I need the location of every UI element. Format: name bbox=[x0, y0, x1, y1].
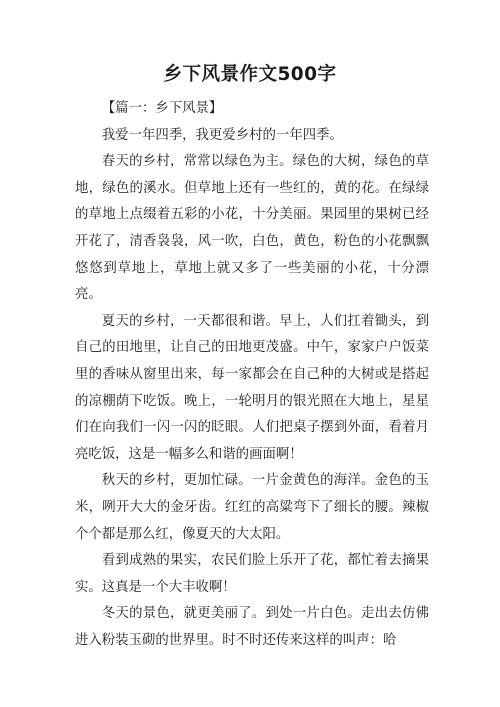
paragraph-winter: 冬天的景色，就更美丽了。到处一片白色。走出去仿佛进入粉装玉砌的世界里。时不时还传来这样的叫声：哈 bbox=[75, 606, 429, 648]
paragraph-autumn: 秋天的乡村，更加忙碌。一片金黄色的海洋。金色的玉米，咧开大大的金牙齿。红红的高粱弯下了细长的腰。辣椒个个都是那么红，像夏天的大太阳。 bbox=[75, 473, 429, 542]
paragraph-harvest: 看到成熟的果实，农民们脸上乐开了花，都忙着去摘果实。这真是一个大丰收啊！ bbox=[75, 553, 429, 595]
document-title: 乡下风景作文500字 bbox=[163, 64, 337, 85]
paragraph-summer: 夏天的乡村，一天都很和谐。早上，人们扛着锄头，到自己的田地里，让自己的田地更茂盛。中午，家家户户饭菜里的香味从窗里出来，每一家都会在自己种的大树或是搭起的凉棚荫下吃饭。晚上，一轮明月的银光照在大地上，星星们在向我们一闪一闪的眨眼。人们把桌子摆到外面，看着月亮吃饭，这是一幅多么和谐的画面啊！ bbox=[75, 313, 429, 462]
document-body bbox=[75, 96, 429, 654]
paragraph-intro: 我爱一年四季，我更爱乡村的一年四季。 bbox=[101, 127, 343, 143]
paragraph-spring: 春天的乡村，常常以绿色为主。绿色的大树，绿色的草地，绿色的溪水。但草地上还有一些红的，黄的花。在绿绿的草地上点缀着五彩的小花，十分美丽。果园里的果树已经开花了，清香袅袅，风一吹，白色，黄色，粉色的小花飘飘悠悠到草地上，草地上就又多了一些美丽的小花，十分漂亮。 bbox=[75, 154, 429, 303]
section-label: 【篇一：乡下风景】 bbox=[101, 101, 223, 116]
